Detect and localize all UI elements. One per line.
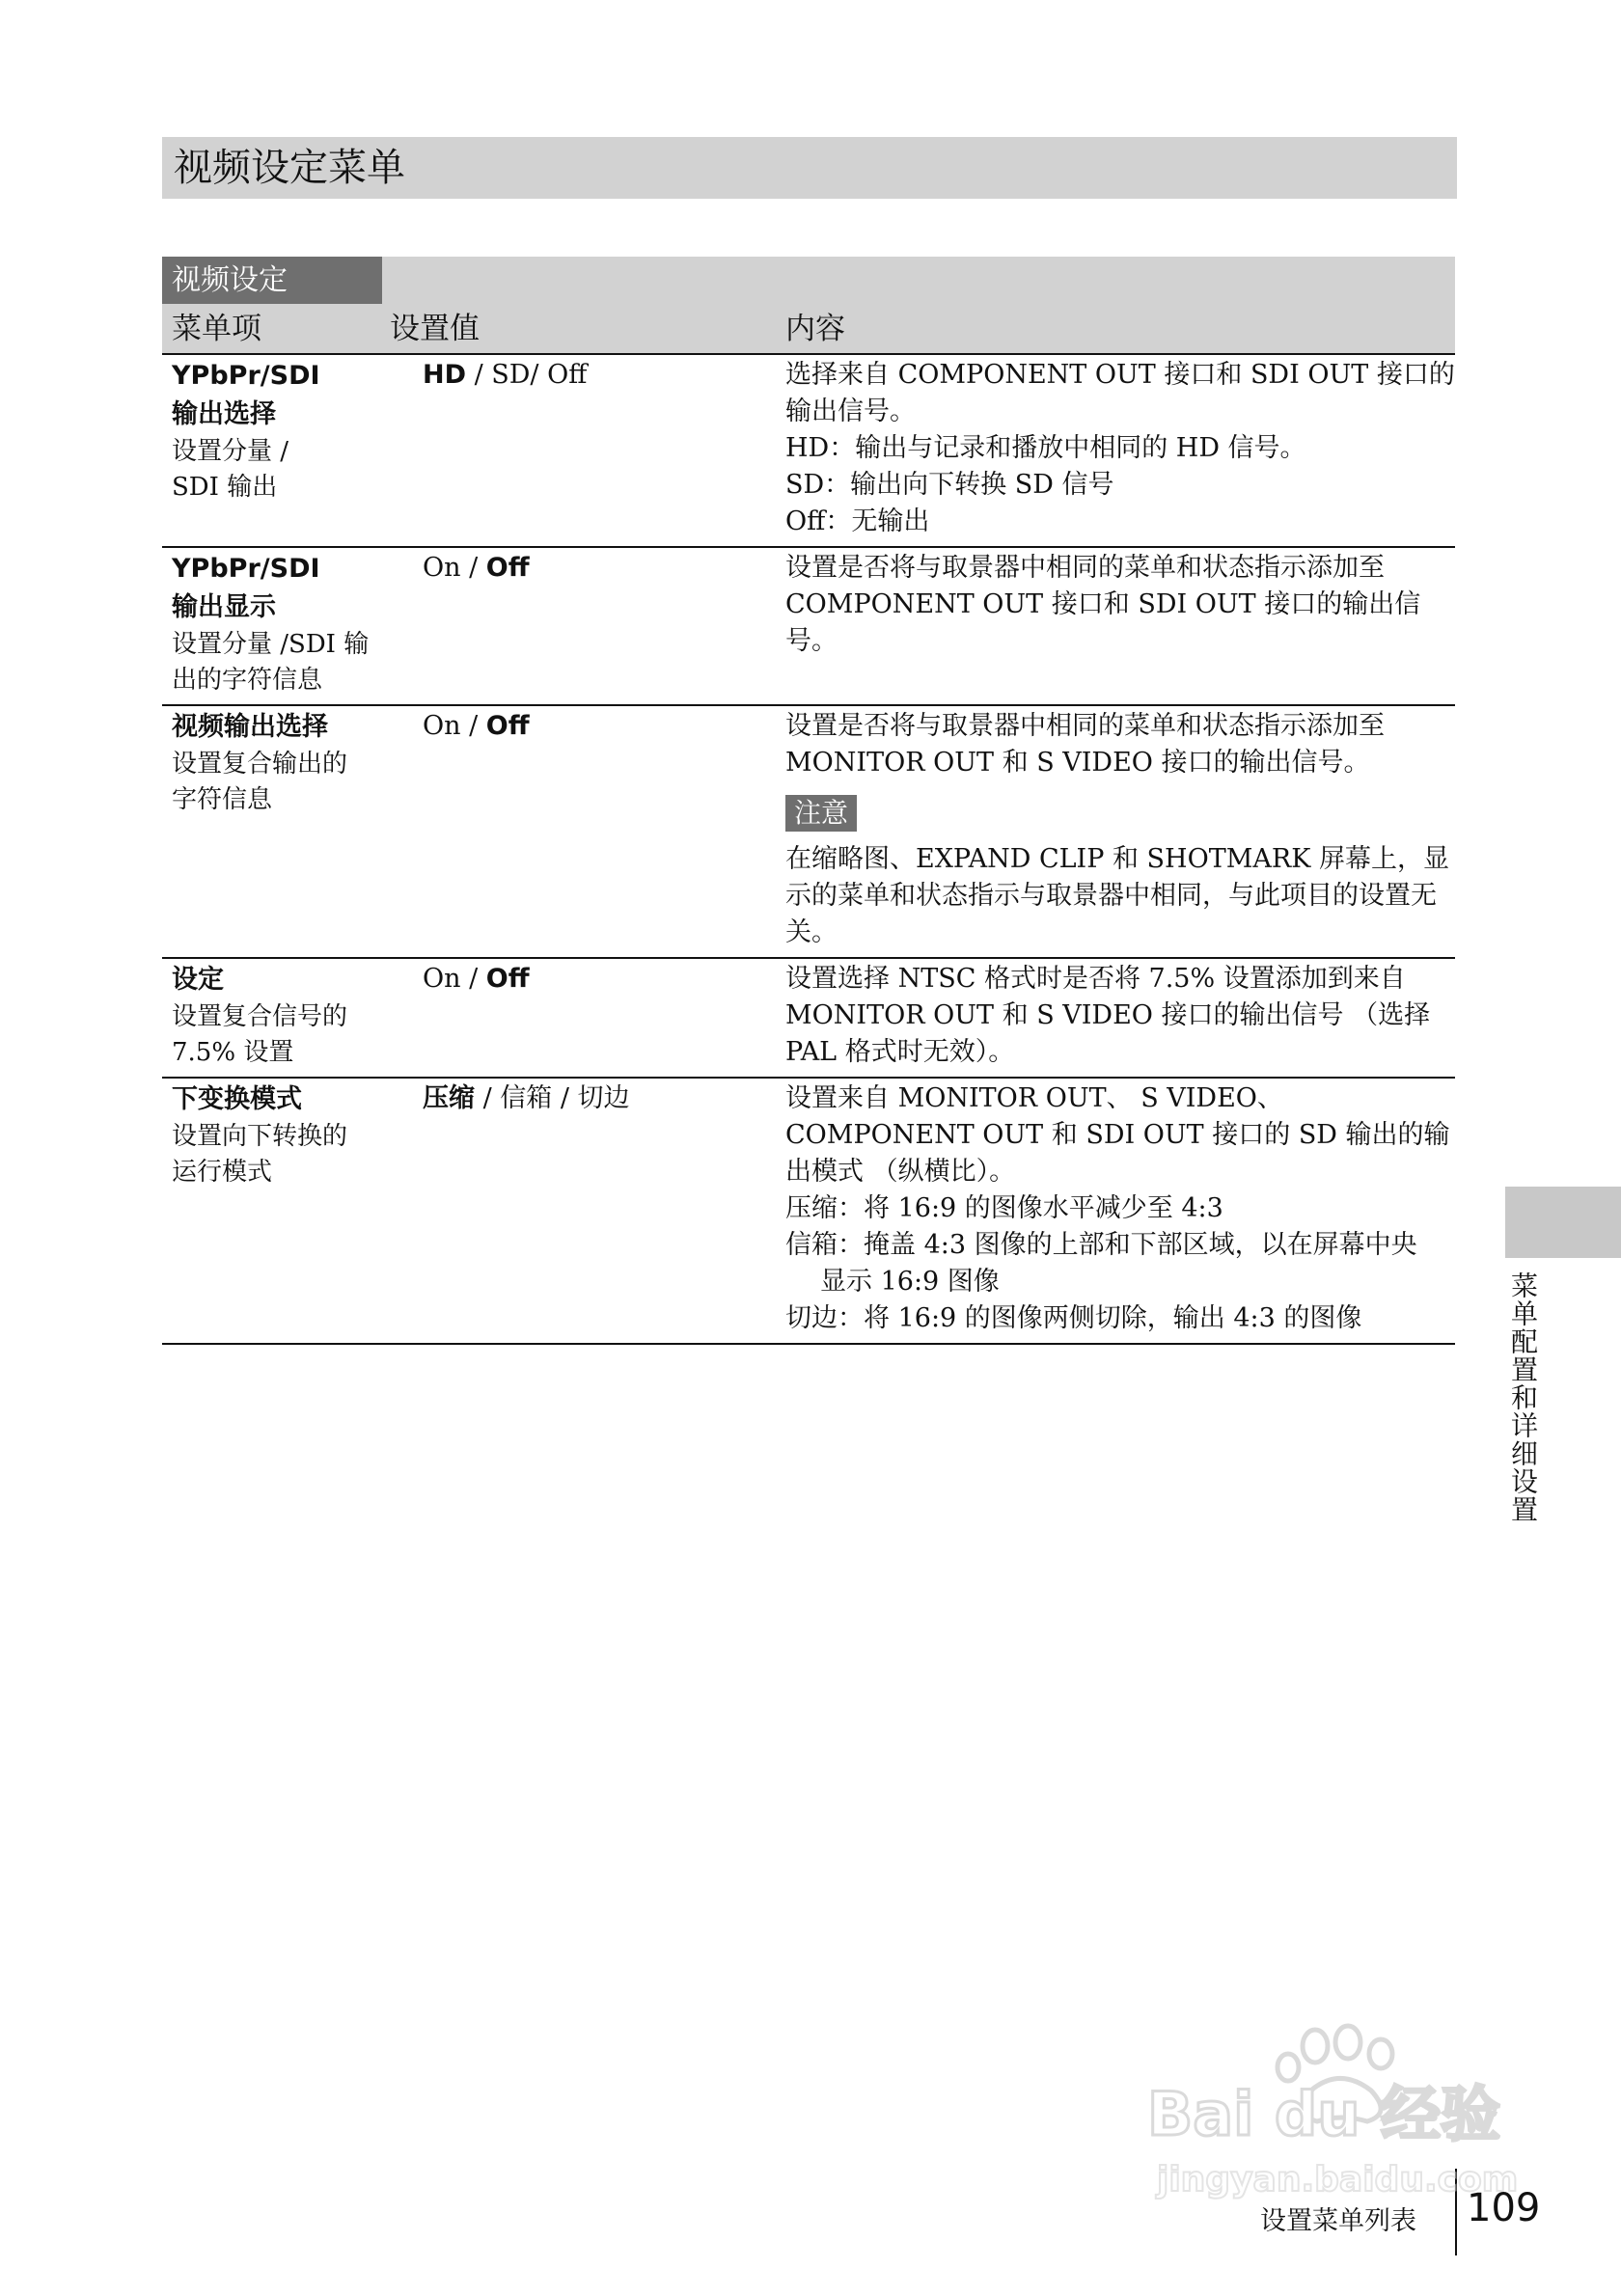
menu-item-name: 设定	[172, 965, 224, 995]
content-cell	[785, 1079, 1455, 1343]
content-paragraph: 设置是否将与取景器中相同的菜单和状态指示添加至 COMPONENT OUT 接口和 SDI OUT 接口的输出信号。	[785, 553, 1421, 656]
content-cell	[785, 959, 1455, 1077]
menu-item-name: YPbPr/SDI	[172, 554, 320, 584]
section-tab: 视频设定	[162, 257, 382, 304]
content-paragraph: SD：输出向下转换 SD 信号	[785, 470, 1114, 500]
content-paragraph: 切边：将 16:9 的图像两侧切除，输出 4:3 的图像	[785, 1303, 1362, 1333]
menu-item-cell	[162, 706, 413, 957]
menu-item-name: 视频输出选择	[172, 712, 328, 742]
watermark-url: jingyan.baidu.com	[1157, 2160, 1519, 2200]
menu-item-name: 输出选择	[172, 399, 276, 429]
setting-value-cell	[413, 706, 785, 957]
menu-item-description: 设置向下转换的	[172, 1122, 348, 1151]
default-value: Off	[485, 553, 530, 583]
chapter-tab	[1505, 1187, 1621, 1258]
setting-value-cell	[413, 355, 785, 546]
content-paragraph: HD：输出与记录和播放中相同的 HD 信号。	[785, 433, 1306, 463]
column-header-item: 菜单项	[172, 312, 261, 346]
other-values: / 信箱 / 切边	[475, 1083, 630, 1113]
watermark-brand: Bai du 经验	[1147, 2079, 1501, 2149]
table-row	[162, 1079, 1455, 1345]
menu-item-name: 下变换模式	[172, 1084, 302, 1114]
menu-item-description: 字符信息	[172, 785, 273, 814]
default-value: Off	[485, 964, 530, 994]
menu-item-name: 输出显示	[172, 592, 276, 622]
other-values: On /	[423, 553, 486, 583]
content-paragraph: 设置选择 NTSC 格式时是否将 7.5% 设置添加到来自 MONITOR OUT 和 S VIDEO 接口的输出信号 （选择 PAL 格式时无效）。	[785, 964, 1431, 1067]
page-number: 109	[1467, 2186, 1541, 2230]
menu-item-description: SDI 输出	[172, 473, 278, 502]
other-values: On /	[423, 964, 486, 994]
note-badge: 注意	[785, 795, 857, 832]
menu-item-description: 设置分量 /	[172, 437, 289, 466]
setting-value-cell	[413, 1079, 785, 1343]
menu-item-description: 设置复合信号的	[172, 1002, 348, 1031]
menu-item-cell	[162, 355, 413, 546]
menu-item-name: YPbPr/SDI	[172, 361, 320, 391]
content-paragraph: 显示 16:9 图像	[820, 1267, 1000, 1297]
table-row	[162, 355, 1455, 548]
table-header	[162, 257, 1455, 355]
content-cell	[785, 548, 1455, 704]
page-title: 视频设定菜单	[162, 137, 1457, 199]
menu-item-description: 出的字符信息	[172, 666, 323, 695]
baidu-watermark-logo	[1143, 2021, 1549, 2204]
menu-item-cell	[162, 1079, 413, 1343]
setting-value-cell	[413, 548, 785, 704]
other-values: / SD/ Off	[466, 360, 588, 390]
menu-item-description: 设置分量 /SDI 输	[172, 630, 370, 659]
content-paragraph: 选择来自 COMPONENT OUT 接口和 SDI OUT 接口的输出信号。	[785, 360, 1455, 426]
content-paragraph: 设置来自 MONITOR OUT、 S VIDEO、 COMPONENT OUT 和 SDI OUT 接口的 SD 输出的输出模式 （纵横比）。	[785, 1083, 1450, 1187]
other-values: On /	[423, 711, 486, 741]
table-row	[162, 959, 1455, 1079]
content-cell	[785, 355, 1455, 546]
content-paragraph: 设置是否将与取景器中相同的菜单和状态指示添加至 MONITOR OUT 和 S VIDEO 接口的输出信号。	[785, 711, 1385, 778]
content-cell	[785, 706, 1455, 957]
column-header-content: 内容	[785, 312, 845, 346]
content-paragraph: Off：无输出	[785, 506, 930, 536]
note-text: 在缩略图、EXPAND CLIP 和 SHOTMARK 屏幕上，显示的菜单和状态指示与取景器中相同，与此项目的设置无关。	[785, 844, 1449, 947]
chapter-tab-label: 菜单配置和详细设置	[1507, 1271, 1539, 1523]
default-value: Off	[485, 711, 530, 741]
content-paragraph: 压缩：将 16:9 的图像水平减少至 4:3	[785, 1193, 1223, 1223]
menu-item-cell	[162, 548, 413, 704]
menu-table	[162, 257, 1455, 1345]
setting-value-cell	[413, 959, 785, 1077]
column-header-value: 设置值	[390, 312, 480, 346]
menu-item-description: 7.5% 设置	[172, 1038, 294, 1067]
menu-item-description: 运行模式	[172, 1158, 273, 1187]
menu-item-description: 设置复合输出的	[172, 750, 348, 779]
content-paragraph: 信箱：掩盖 4:3 图像的上部和下部区域，以在屏幕中央	[785, 1230, 1417, 1260]
menu-item-cell	[162, 959, 413, 1077]
default-value: 压缩	[423, 1083, 475, 1113]
table-row	[162, 548, 1455, 706]
table-row	[162, 706, 1455, 959]
footer-section-label: 设置菜单列表	[1260, 2206, 1416, 2236]
default-value: HD	[423, 360, 467, 390]
